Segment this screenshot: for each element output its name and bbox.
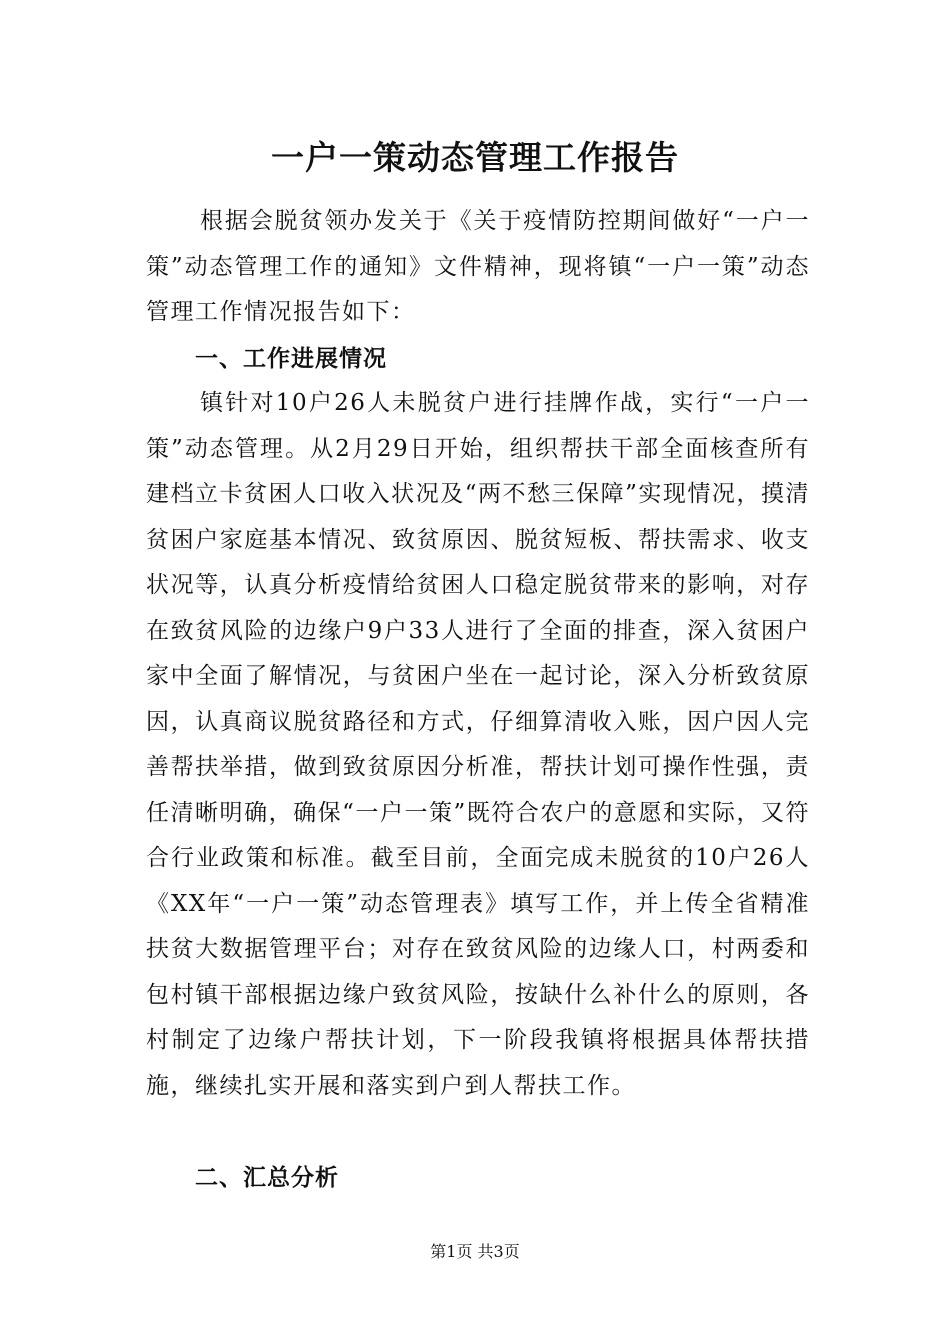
progress-paragraph: 镇针对10户26人未脱贫户进行挂牌作战，实行“一户一策”动态管理。从2月29日开始，组织帮扶干部全面核查所有建档立卡贫困人口收入状况及“两不愁三保障”实现情况，摸清贫困户家庭基本情况、致贫原因、脱贫短板、帮扶需求、收支状况等，认真分析疫情给贫困人口稳定脱贫带来的影响，对存在致贫风险的边缘户9户33人进行了全面的排查，深入贫困户家中全面了解情况，与贫困户坐在一起讨论，深入分析致贫原因，认真商议脱贫路径和方式，仔细算清收入账，因户因人完善帮扶举措，做到致贫原因分析准，帮扶计划可操作性强，责任清晰明确，确保“一户一策”既符合农户的意愿和实际，又符合行业政策和标准。截至目前，全面完成未脱贫的10户26人《XX年“一户一策”动态管理表》填写工作，并上传全省精准扶贫大数据管理平台；对存在致贫风险的边缘人口，村两委和包村镇干部根据边缘户致贫风险，按缺什么补什么的原则，各村制定了边缘户帮扶计划，下一阶段我镇将根据具体帮扶措施，继续扎实开展和落实到户到人帮扶工作。 bbox=[146, 390, 810, 1099]
intro-paragraph: 根据会脱贫领办发关于《关于疫情防控期间做好“一户一策”动态管理工作的通知》文件精神，现将镇“一户一策”动态管理工作情况报告如下： bbox=[146, 208, 810, 325]
document-title: 一户一策动态管理工作报告 bbox=[271, 138, 679, 177]
section-heading-summary: 二、汇总分析 bbox=[195, 1165, 339, 1191]
page-number-footer: 第1页 共3页 bbox=[430, 1242, 520, 1261]
section-heading-progress: 一、工作进展情况 bbox=[195, 346, 387, 372]
